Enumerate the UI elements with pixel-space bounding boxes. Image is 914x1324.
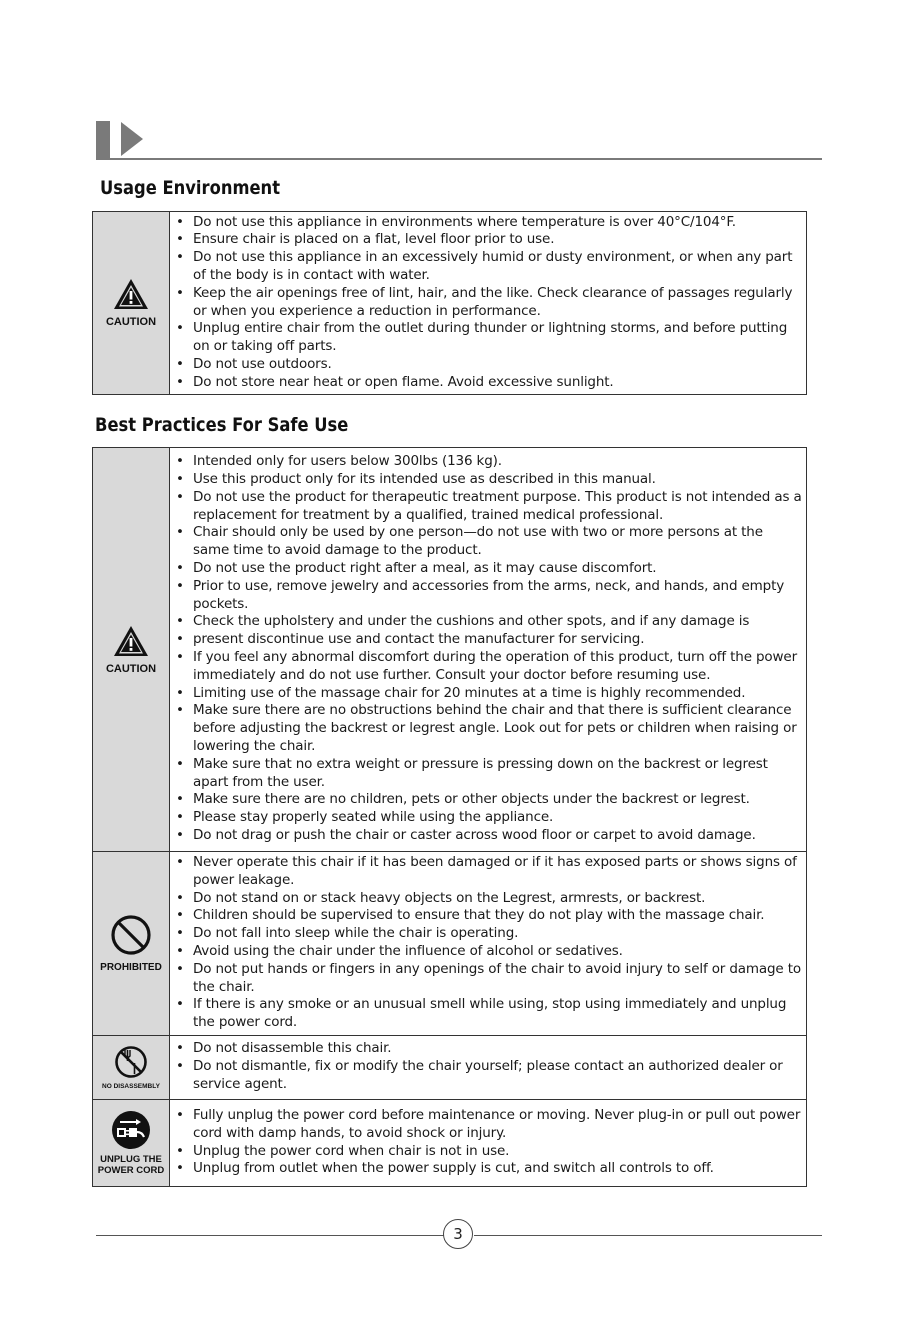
list-item: • Prior to use, remove jewelry and accessories from the arms, neck, and hands, and empty pockets.: [174, 578, 802, 614]
prohibited-content: [170, 852, 807, 1036]
list-item: • Use this product only for its intended use as described in this manual.: [174, 471, 802, 489]
list-item: • Make sure there are no obstructions behind the chair and that there is sufficient clearance before adjusting the backrest or legrest angle. Look out for pets or children when raising or lowering the chair.: [174, 702, 802, 755]
list-item: • Keep the air openings free of lint, hair, and the like. Check clearance of passages regularly or when you experience a reduction in performance.: [174, 285, 802, 321]
header-arrow-marker: [121, 122, 143, 156]
caution-list: [174, 453, 802, 845]
list-item: • Unplug the power cord when chair is not in use.: [174, 1143, 802, 1161]
no-disassembly-icon-cell: [93, 1036, 170, 1100]
section-title-best-practices: Best Practices For Safe Use: [95, 414, 349, 436]
list-item: • Fully unplug the power cord before maintenance or moving. Never plug-in or pull out power cord with damp hands, to avoid shock or injury.: [174, 1107, 802, 1143]
unplug-power-cord-icon: [111, 1110, 151, 1150]
list-item: • Do not use outdoors.: [174, 356, 802, 374]
list-item: • Do not use the product for therapeutic treatment purpose. This product is not intended as a replacement for treatment by a qualified, trained medical professional.: [174, 489, 802, 525]
list-item: • Children should be supervised to ensure that they do not play with the massage chair.: [174, 907, 802, 925]
list-item: • Unplug from outlet when the power supply is cut, and switch all controls to off.: [174, 1160, 802, 1178]
usage-environment-table: [92, 211, 807, 395]
list-item: • If you feel any abnormal discomfort during the operation of this product, turn off the power immediately and do not use further. Consult your doctor before resuming use.: [174, 649, 802, 685]
prohibited-icon: [110, 914, 152, 956]
unplug-content: [170, 1100, 807, 1187]
usage-environment-row: [93, 212, 807, 395]
unplug-row: [93, 1100, 807, 1187]
prohibited-label: PROHIBITED: [100, 961, 162, 973]
list-item: • Do not use this appliance in environments where temperature is over 40°C/104°F.: [174, 214, 802, 232]
list-item: • Limiting use of the massage chair for 20 minutes at a time is highly recommended.: [174, 685, 802, 703]
header-rule: [96, 158, 822, 160]
caution-icon: [113, 278, 149, 310]
unplug-label: UNPLUG THE POWER CORD: [97, 1154, 165, 1176]
list-item: • Do not fall into sleep while the chair is operating.: [174, 925, 802, 943]
usage-environment-list: [174, 214, 802, 392]
caution-icon-cell: [93, 448, 170, 852]
list-item: • present discontinue use and contact the manufacturer for servicing.: [174, 631, 802, 649]
list-item: • Make sure that no extra weight or pressure is pressing down on the backrest or legrest apart from the user.: [174, 756, 802, 792]
caution-label: CAUTION: [105, 662, 157, 675]
list-item: • Avoid using the chair under the influence of alcohol or sedatives.: [174, 943, 802, 961]
list-item: • Do not drag or push the chair or caster across wood floor or carpet to avoid damage.: [174, 827, 802, 845]
header-bar-marker: [96, 121, 110, 159]
list-item: • Check the upholstery and under the cushions and other spots, and if any damage is: [174, 613, 802, 631]
prohibited-icon-cell: [93, 852, 170, 1036]
no-disassembly-label: NO DISASSEMBLY: [102, 1082, 160, 1090]
no-disassembly-list: [174, 1040, 802, 1093]
list-item: • Unplug entire chair from the outlet during thunder or lightning storms, and before putting on or taking off parts.: [174, 320, 802, 356]
list-item: • Intended only for users below 300lbs (136 kg).: [174, 453, 802, 471]
caution-content: [170, 448, 807, 852]
prohibited-list: [174, 854, 802, 1032]
list-item: • Do not disassemble this chair.: [174, 1040, 802, 1058]
section-title-usage-environment: Usage Environment: [100, 177, 281, 199]
usage-environment-content: [170, 212, 807, 395]
caution-label: CAUTION: [105, 316, 157, 328]
list-item: • Do not dismantle, fix or modify the chair yourself; please contact an authorized dealer or service agent.: [174, 1058, 802, 1094]
caution-icon-cell: [93, 212, 170, 395]
list-item: • Do not use the product right after a meal, as it may cause discomfort.: [174, 560, 802, 578]
list-item: • Do not store near heat or open flame. Avoid excessive sunlight.: [174, 374, 802, 392]
list-item: • Ensure chair is placed on a flat, level floor prior to use.: [174, 231, 802, 249]
no-disassembly-icon: [114, 1045, 148, 1079]
list-item: • Chair should only be used by one person—do not use with two or more persons at the same time to avoid damage to the product.: [174, 524, 802, 560]
list-item: • Do not stand on or stack heavy objects on the Legrest, armrests, or backrest.: [174, 890, 802, 908]
list-item: • If there is any smoke or an unusual smell while using, stop using immediately and unplug the power cord.: [174, 996, 802, 1032]
unplug-icon-cell: [93, 1100, 170, 1187]
list-item: • Do not use this appliance in an excessively humid or dusty environment, or when any part of the body is in contact with water.: [174, 249, 802, 285]
list-item: • Please stay properly seated while using the appliance.: [174, 809, 802, 827]
page-number: 3: [443, 1219, 473, 1249]
list-item: • Make sure there are no children, pets or other objects under the backrest or legrest.: [174, 791, 802, 809]
prohibited-row: [93, 852, 807, 1036]
unplug-list: [174, 1107, 802, 1178]
list-item: • Never operate this chair if it has been damaged or if it has exposed parts or shows signs of power leakage.: [174, 854, 802, 890]
caution-icon: [113, 625, 149, 657]
footer-rule-right: [474, 1235, 822, 1236]
list-item: • Do not put hands or fingers in any openings of the chair to avoid injury to self or damage to the chair.: [174, 961, 802, 997]
caution-row: [93, 448, 807, 852]
no-disassembly-content: [170, 1036, 807, 1100]
footer-rule-left: [96, 1235, 444, 1236]
no-disassembly-row: [93, 1036, 807, 1100]
best-practices-table: [92, 447, 807, 1187]
